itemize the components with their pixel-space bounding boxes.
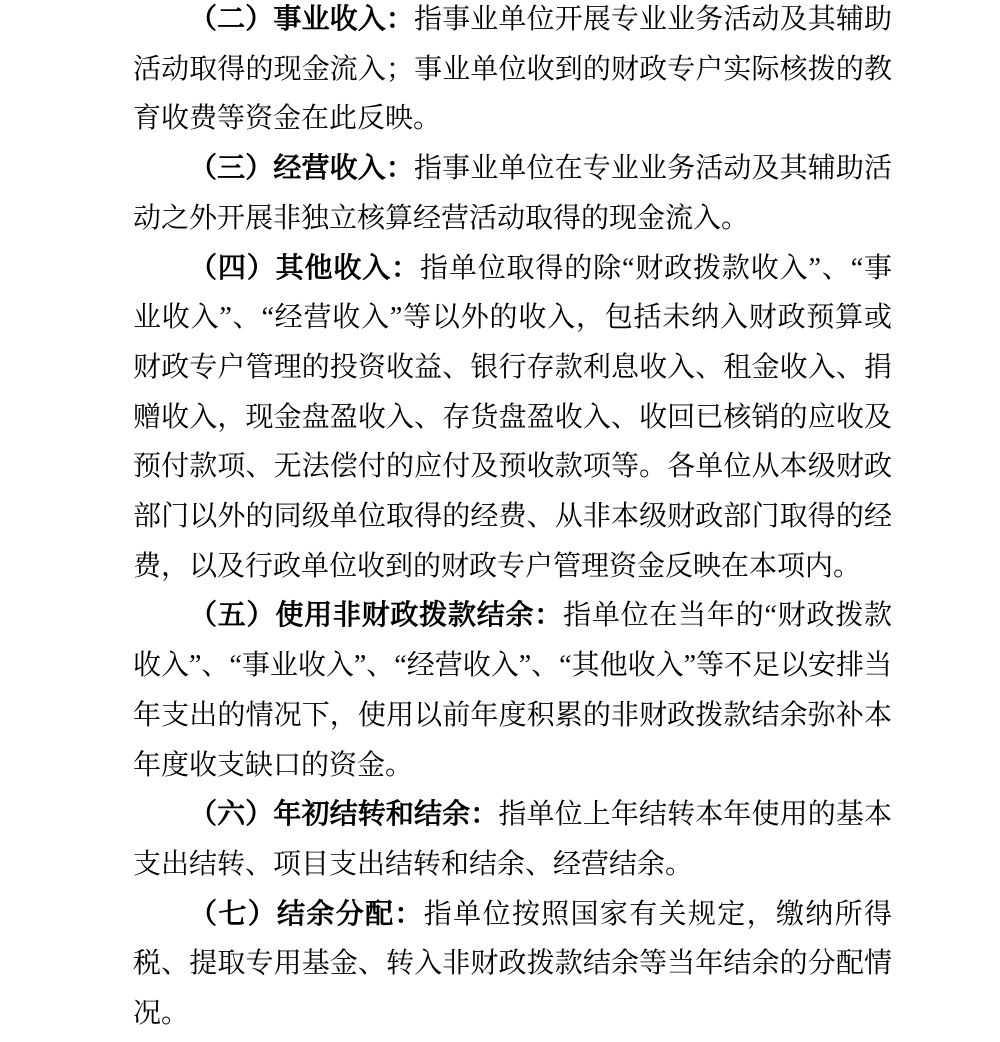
para-shiye-shouru: [133, 0, 892, 144]
para-nianchu-jiezhuan-he-jieyu: [133, 790, 892, 889]
para-heading: （五）使用非财政拨款结余：: [189, 600, 564, 632]
para-qita-shouru: [133, 244, 892, 592]
para-heading: （三）经营收入：: [189, 153, 414, 185]
para-heading: （二）事业收入：: [189, 4, 414, 35]
para-heading: （六）年初结转和结余：: [189, 799, 499, 831]
para-body: 指单位上年结转本年使用的基本支出结转、项目支出结转和结余、经营结余。: [133, 799, 892, 880]
para-jieyu-fenpei: [133, 890, 892, 1039]
para-heading: （七）结余分配：: [189, 898, 424, 930]
para-body: 指单位在当年的“财政拨款收入”、“事业收入”、“经营收入”、“其他收入”等不足以安排当年支出的情况下，使用以前年度积累的非财政拨款结余弥补本年度收支缺口的资金。: [133, 600, 892, 781]
para-jingying-shouru: [133, 144, 892, 243]
para-body: 指单位按照国家有关规定，缴纳所得税、提取专用基金、转入非财政拨款结余等当年结余的分配情况。: [133, 898, 892, 1030]
para-heading: （四）其他收入：: [189, 252, 420, 284]
para-shiyong-feicaizheng-bokuan-jieyu: [133, 591, 892, 790]
para-body: 指事业单位开展专业业务活动及其辅助活动取得的现金流入；事业单位收到的财政专户实际核拨的教育收费等资金在此反映。: [133, 4, 892, 135]
para-body: 指单位取得的除“财政拨款收入”、“事业收入”、“经营收入”等以外的收入，包括未纳入财政预算或财政专户管理的投资收益、银行存款利息收入、租金收入、捐赠收入，现金盘盈收入、存货盘盈收入、收回已核销的应收及预付款项、无法偿付的应付及预收款项等。各单位从本级财政部门以外的同级单位取得的经费、从非本级财政部门取得的经费，以及行政单位收到的财政专户管理资金反映在本项内。: [133, 252, 892, 582]
para-body: 指事业单位在专业业务活动及其辅助活动之外开展非独立核算经营活动取得的现金流入。: [133, 153, 892, 234]
